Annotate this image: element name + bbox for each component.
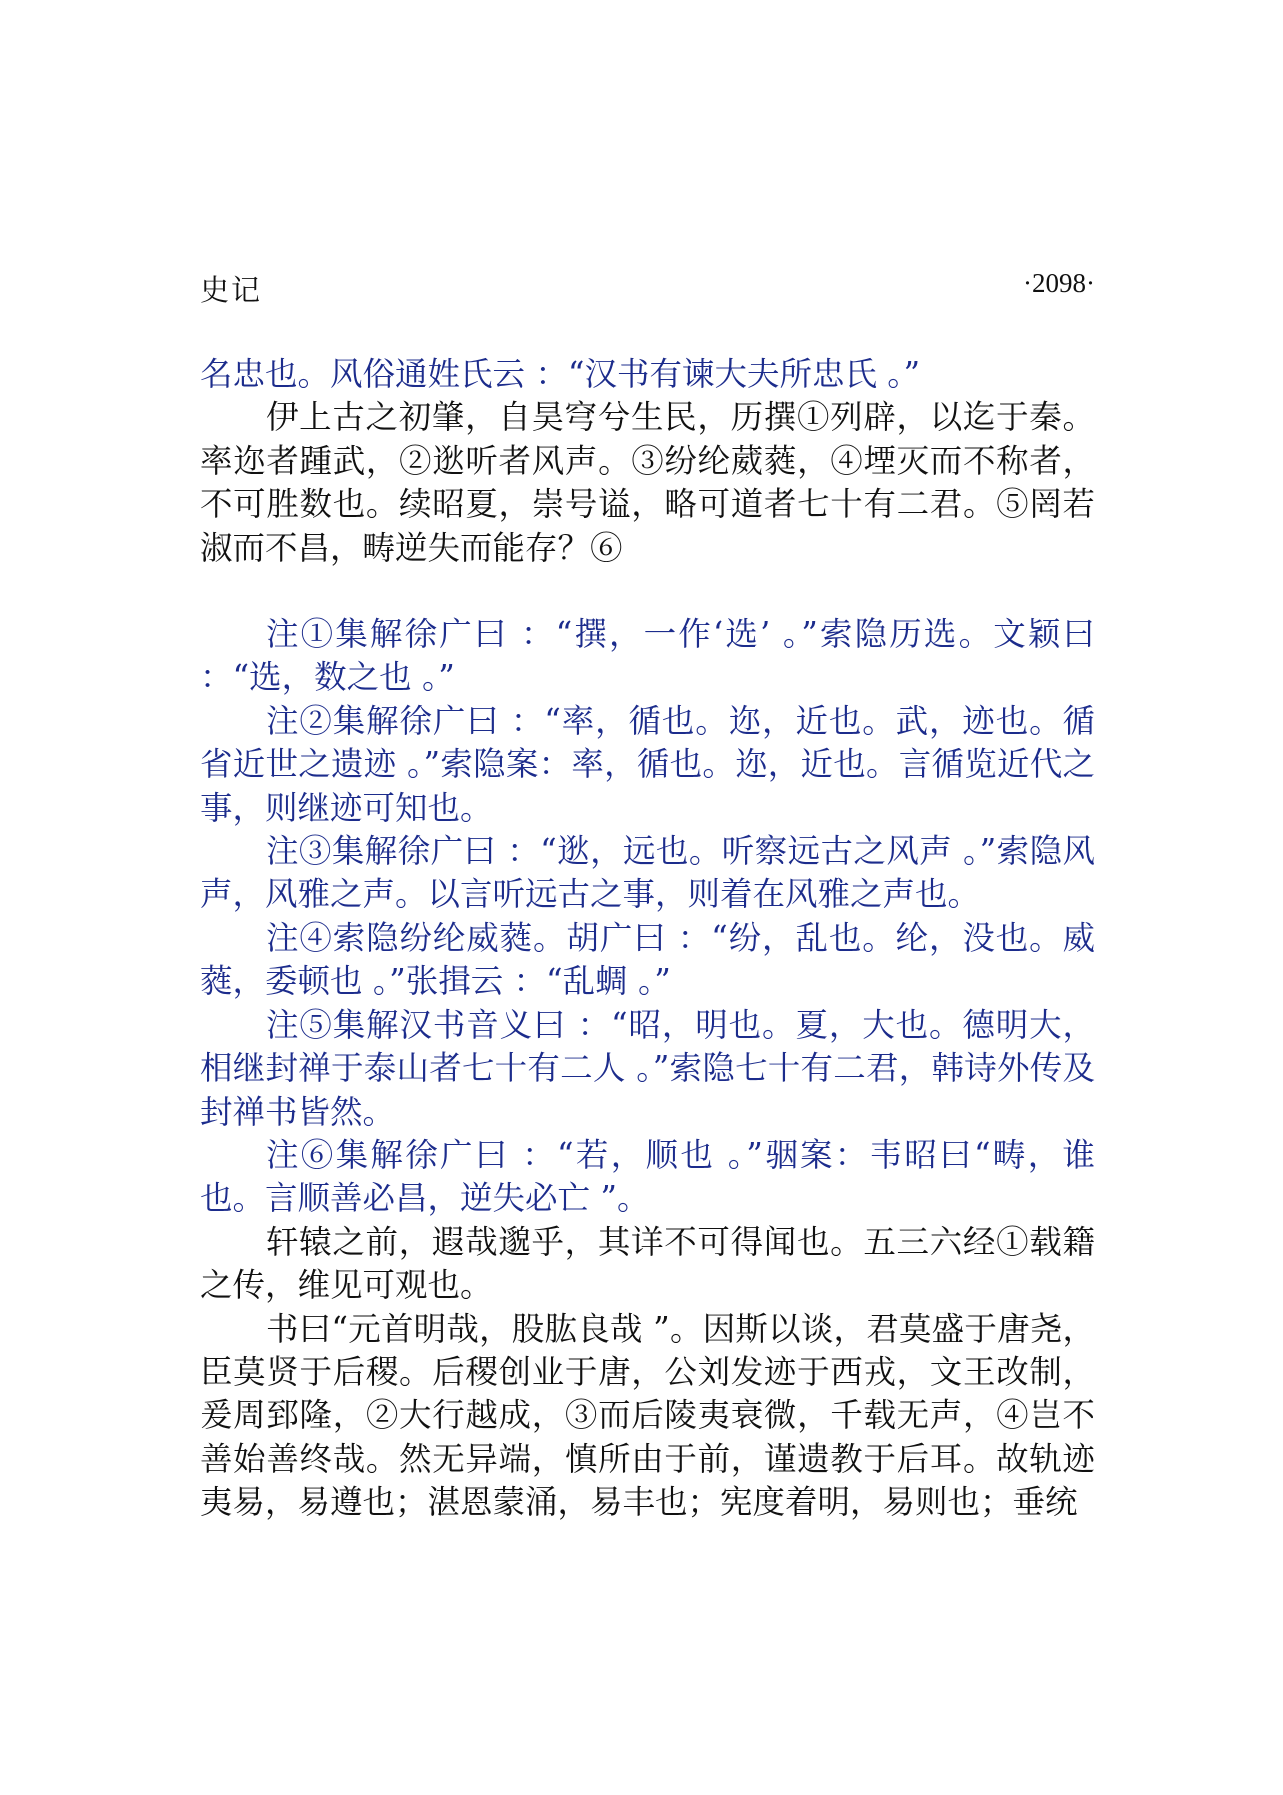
main-text-paragraph: 伊上古之初肇，自昊穹兮生民，历撰①列辟，以迄于秦。率迩者踵武，②逖听者风声。③纷纶葳蕤，④堙灭而不称者，不可胜数也。续昭夏，崇号谥，略可道者七十有二君。⑤罔若淑而不昌，畴逆失而能存？⑥ [200,398,1095,567]
main-text-paragraph: 书曰“元首明哉，股肱良哉 ”。因斯以谈，君莫盛于唐尧，臣莫贤于后稷。后稷创业于唐，公刘发迹于西戎，文王改制，爰周郅隆，②大行越成，③而后陵夷衰微，千载无声，④岂不善始善终哉。然无异端，慎所由于前，谨遗教于后耳。故轨迹夷易，易遵也；湛恩蒙涌，易丰也；宪度着明，易则也；垂统 [200,1309,1095,1522]
annotation-paragraph: 注③集解徐广曰 ：“逖，远也。听察远古之风声 。”索隐风声，风雅之声。以言听远古之事，则着在风雅之声也。 [200,832,1095,914]
annotation-paragraph: 注①集解徐广曰 ：“撰，一作‘选’ 。”索隐历选。文颖曰 ：“选，数之也 。” [200,615,1095,697]
page-number: ·2098· [1023,268,1095,298]
annotation-paragraph: 名忠也。风俗通姓氏云 ：“汉书有谏大夫所忠氏 。” [200,355,921,393]
book-title: 史记 [200,273,263,307]
paragraph-spacer [200,570,1095,613]
annotation-paragraph: 注④索隐纷纶威蕤。胡广曰 ：“纷，乱也。纶，没也。威蕤，委顿也 。”张揖云 ：“乱蜩 。” [200,918,1095,1001]
body-text [200,353,1095,1525]
page-header [200,268,1095,308]
annotation-paragraph: 注⑤集解汉书音义曰 ：“昭，明也。夏，大也。德明大，相继封禅于泰山者七十有二人 。”索隐七十有二君，韩诗外传及封禅书皆然。 [200,1005,1095,1131]
annotation-paragraph: 注②集解徐广曰 ：“率，循也。迩，近也。武，迹也。循省近世之遗迹 。”索隐案：率，循也。迩，近也。言循览近代之事，则继迹可知也。 [200,701,1095,827]
main-text-paragraph: 轩辕之前，遐哉邈乎，其详不可得闻也。五三六经①载籍之传，维见可观也。 [200,1222,1095,1305]
annotation-paragraph: 注⑥集解徐广曰 ：“若，顺也 。”骃案：韦昭曰“畴，谁也。言顺善必昌，逆失必亡 ”。 [200,1135,1095,1218]
